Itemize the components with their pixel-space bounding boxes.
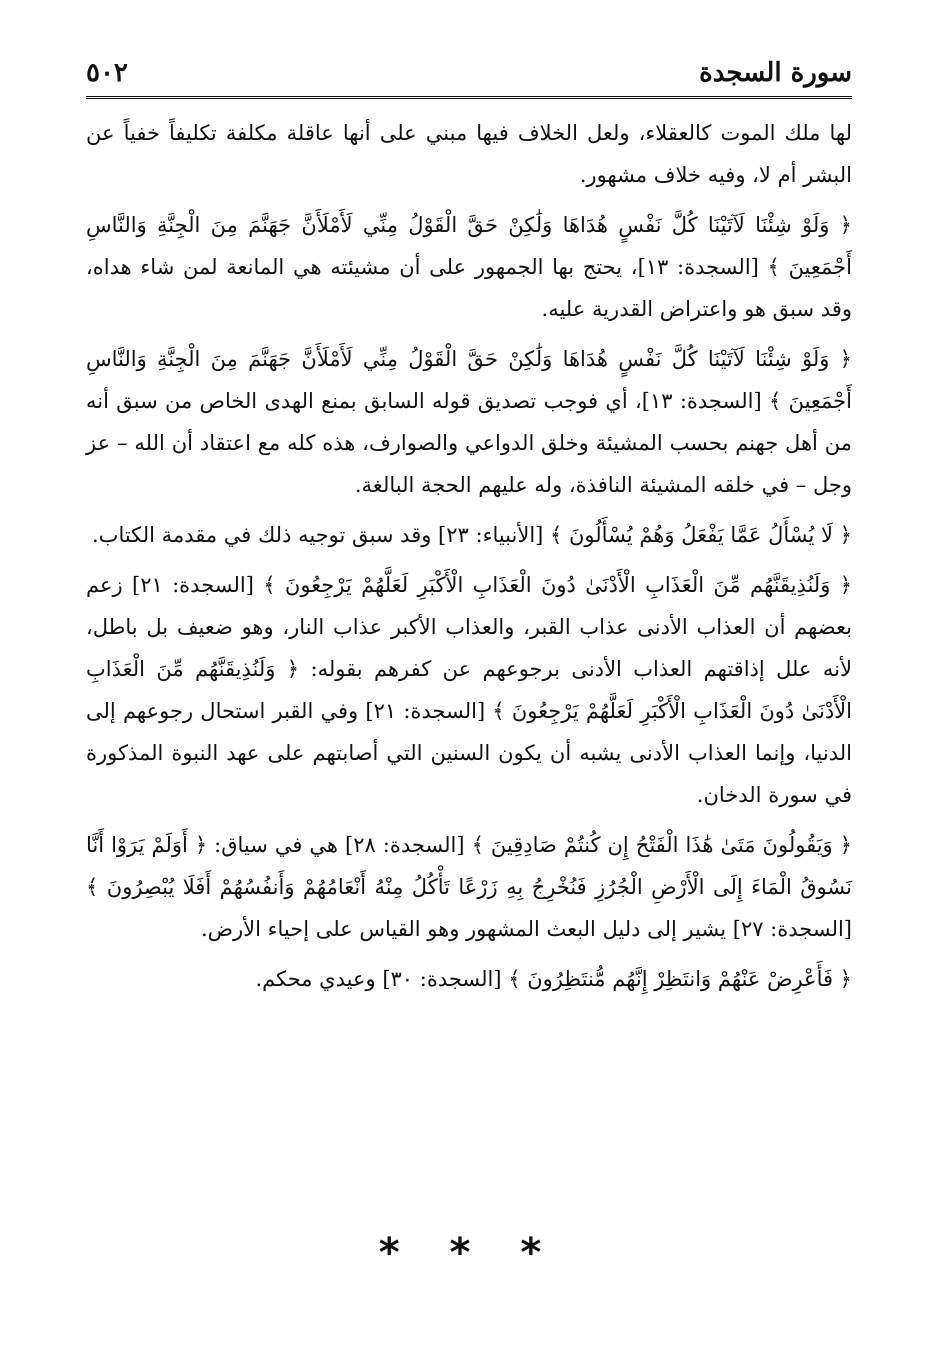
paragraph-4: ﴿ لَا يُسْأَلُ عَمَّا يَفْعَلُ وَهُمْ يُسْأَلُونَ ﴾ [الأنبياء: ٢٣] وقد سبق توجيه ذلك في مقدمة الكتاب. xyxy=(92,523,852,547)
paragraph-3: ﴿ وَلَوْ شِئْنَا لَآتَيْنَا كُلَّ نَفْسٍ هُدَاهَا وَلَٰكِنْ حَقَّ الْقَوْلُ مِنِّي لَأَمْلَأَنَّ جَهَنَّمَ مِنَ الْجِنَّةِ وَالنَّاسِ أَجْمَعِينَ ﴾ [السجدة: ١٣]، أي فوجب تصديق قوله السابق بمنع الهدى الخاص من سبق أنه من أهل جهنم بحسب المشيئة وخلق الدواعي والصوارف، هذه كله مع اعتقاد أن الله – عز وجل – في خلقه المشيئة النافذة، وله عليهم الحجة البالغة. xyxy=(86,347,852,497)
surah-title: سورة السجدة xyxy=(699,58,852,88)
header-rule xyxy=(86,96,852,99)
page-body xyxy=(86,112,852,1000)
paragraph-2: ﴿ وَلَوْ شِئْنَا لَآتَيْنَا كُلَّ نَفْسٍ هُدَاهَا وَلَٰكِنْ حَقَّ الْقَوْلُ مِنِّي لَأَمْلَأَنَّ جَهَنَّمَ مِنَ الْجِنَّةِ وَالنَّاسِ أَجْمَعِينَ ﴾ [السجدة: ١٣]، يحتج بها الجمهور على أن مشيئته هي المانعة لمن شاء هداه، وقد سبق هو واعتراض القدرية عليه. xyxy=(86,213,852,321)
section-divider: * * * xyxy=(378,1230,560,1276)
paragraph-5: ﴿ وَلَنُذِيقَنَّهُم مِّنَ الْعَذَابِ الْأَدْنَىٰ دُونَ الْعَذَابِ الْأَكْبَرِ لَعَلَّهُمْ يَرْجِعُونَ ﴾ [السجدة: ٢١] زعم بعضهم أن العذاب الأدنى عذاب القبر، والعذاب الأكبر عذاب النار، وهو ضعيف بل باطل، لأنه علل إذاقتهم العذاب الأدنى برجوعهم عن كفرهم بقوله: ﴿ وَلَنُذِيقَنَّهُم مِّنَ الْعَذَابِ الْأَدْنَىٰ دُونَ الْعَذَابِ الْأَكْبَرِ لَعَلَّهُمْ يَرْجِعُونَ ﴾ [السجدة: ٢١] وفي القبر استحال رجوعهم إلى الدنيا، وإنما العذاب الأدنى يشبه أن يكون السنين التي أصابتهم على عهد النبوة المذكورة في سورة الدخان. xyxy=(86,573,852,807)
page-number: ٥٠٢ xyxy=(86,58,128,88)
paragraph-1: لها ملك الموت كالعقلاء، ولعل الخلاف فيها مبني على أنها عاقلة مكلفة تكليفاً خفياً عن البشر أم لا، وفيه خلاف مشهور. xyxy=(86,121,852,187)
page-header xyxy=(86,52,852,94)
paragraph-7: ﴿ فَأَعْرِضْ عَنْهُمْ وَانتَظِرْ إِنَّهُم مُّنتَظِرُونَ ﴾ [السجدة: ٣٠] وعيدي محكم. xyxy=(255,967,852,991)
paragraph-6: ﴿ وَيَقُولُونَ مَتَىٰ هَٰذَا الْفَتْحُ إِن كُنتُمْ صَادِقِينَ ﴾ [السجدة: ٢٨] هي في سياق: ﴿ أَوَلَمْ يَرَوْا أَنَّا نَسُوقُ الْمَاءَ إِلَى الْأَرْضِ الْجُرُزِ فَنُخْرِجُ بِهِ زَرْعًا تَأْكُلُ مِنْهُ أَنْعَامُهُمْ وَأَنفُسُهُمْ أَفَلَا يُبْصِرُونَ ﴾ [السجدة: ٢٧] يشير إلى دليل البعث المشهور وهو القياس على إحياء الأرض. xyxy=(86,833,852,941)
